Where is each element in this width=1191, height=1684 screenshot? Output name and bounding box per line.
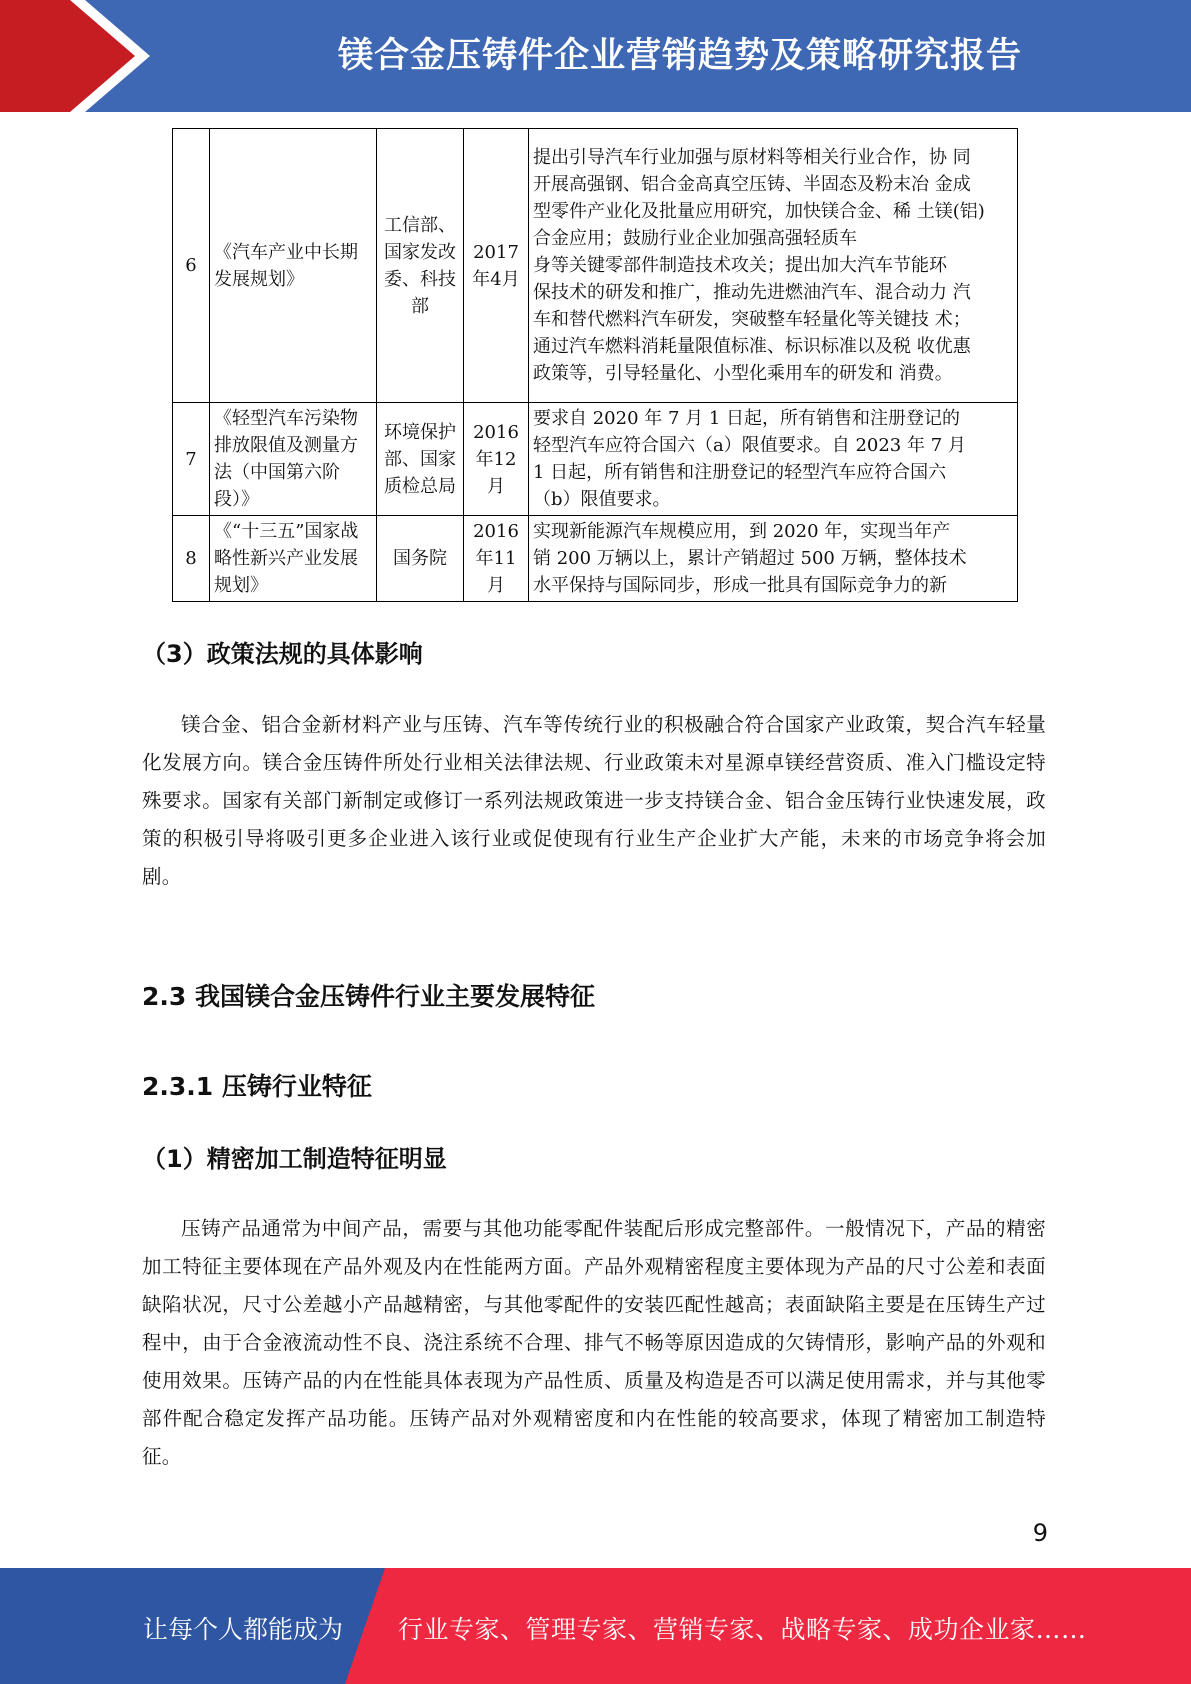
description-line: 1 日起，所有销售和注册登记的轻型汽车应符合国六 xyxy=(533,462,947,483)
description-line: 水平保持与国际同步，形成一批具有国际竞争力的新 xyxy=(533,575,947,596)
description-line: 实现新能源汽车规模应用，到 2020 年，实现当年产 xyxy=(533,521,951,542)
issue-date: 2016年11月 xyxy=(464,516,529,602)
policy-description xyxy=(529,403,1018,516)
policy-table xyxy=(172,128,1018,602)
footer-slogan-right: 行业专家、管理专家、营销专家、战略专家、成功企业家…… xyxy=(398,1615,1087,1644)
table-row xyxy=(173,129,1018,403)
section-heading-2-3-1: 2.3.1 压铸行业特征 xyxy=(142,1072,372,1101)
description-line: 销 200 万辆以上，累计产销超过 500 万辆，整体技术 xyxy=(533,548,967,569)
description-line: 提出引导汽车行业加强与原材料等相关行业合作，协 同 xyxy=(533,147,971,168)
table-row xyxy=(173,403,1018,516)
description-line: 合金应用；鼓励行业企业加强高强轻质车 xyxy=(533,228,857,249)
footer-slogan-left: 让每个人都能成为 xyxy=(143,1615,344,1644)
row-number: 6 xyxy=(173,129,210,403)
issue-date: 2017年4月 xyxy=(464,129,529,403)
description-line: 轻型汽车应符合国六（a）限值要求。自 2023 年 7 月 xyxy=(533,435,966,456)
description-line: 身等关键零部件制造技术攻关；提出加大汽车节能环 xyxy=(533,255,947,276)
description-line: 政策等，引导轻量化、小型化乘用车的研发和 消费。 xyxy=(533,363,953,384)
policy-description xyxy=(529,129,1018,403)
description-line: 开展高强钢、铝合金高真空压铸、半固态及粉末冶 金成 xyxy=(533,174,971,195)
header-band xyxy=(0,0,1191,112)
row-number: 8 xyxy=(173,516,210,602)
description-line: 型零件产业化及批量应用研究，加快镁合金、稀 土镁(铝) xyxy=(533,201,985,222)
policy-description xyxy=(529,516,1018,602)
footer-band xyxy=(0,1568,1191,1684)
table-row xyxy=(173,516,1018,602)
description-line: （b）限值要求。 xyxy=(533,489,671,510)
precision-paragraph: 压铸产品通常为中间产品，需要与其他功能零配件装配后形成完整部件。一般情况下，产品的精密加工特征主要体现在产品外观及内在性能两方面。产品外观精密程度主要体现为产品的尺寸公差和表面缺陷状况，尺寸公差越小产品越精密，与其他零配件的安装匹配性越高；表面缺陷主要是在压铸生产过程中，由于合金液流动性不良、浇注系统不合理、排气不畅等原因造成的欠铸情形，影响产品的外观和使用效果。压铸产品的内在性能具体表现为产品性质、质量及构造是否可以满足使用需求，并与其他零部件配合稳定发挥产品功能。压铸产品对外观精密度和内在性能的较高要求，体现了精密加工制造特征。 xyxy=(142,1217,1046,1468)
issuing-department: 工信部、国家发改委、科技部 xyxy=(377,129,464,403)
row-number: 7 xyxy=(173,403,210,516)
description-line: 通过汽车燃料消耗量限值标准、标识标准以及税 收优惠 xyxy=(533,336,971,357)
policy-name: 《轻型汽车污染物排放限值及测量方法（中国第六阶段）》 xyxy=(210,403,377,516)
subsection-heading-precision: （1）精密加工制造特征明显 xyxy=(142,1145,447,1173)
issuing-department: 国务院 xyxy=(377,516,464,602)
issuing-department: 环境保护部、国家质检总局 xyxy=(377,403,464,516)
page-number: 9 xyxy=(1032,1519,1048,1547)
policy-name: 《“十三五”国家战略性新兴产业发展规划》 xyxy=(210,516,377,602)
issue-date: 2016年12月 xyxy=(464,403,529,516)
section-heading-policy-impact: （3）政策法规的具体影响 xyxy=(142,640,423,668)
policy-name: 《汽车产业中长期发展规划》 xyxy=(210,129,377,403)
section-heading-2-3: 2.3 我国镁合金压铸件行业主要发展特征 xyxy=(142,982,595,1011)
description-line: 车和替代燃料汽车研发，突破整车轻量化等关键技 术； xyxy=(533,309,971,330)
report-title: 镁合金压铸件企业营销趋势及策略研究报告 xyxy=(337,36,1022,76)
description-line: 要求自 2020 年 7 月 1 日起，所有销售和注册登记的 xyxy=(533,408,961,429)
policy-impact-paragraph: 镁合金、铝合金新材料产业与压铸、汽车等传统行业的积极融合符合国家产业政策，契合汽车轻量化发展方向。镁合金压铸件所处行业相关法律法规、行业政策未对星源卓镁经营资质、准入门槛设定特殊要求。国家有关部门新制定或修订一系列法规政策进一步支持镁合金、铝合金压铸行业快速发展，政策的积极引导将吸引更多企业进入该行业或促使现有行业生产企业扩大产能，未来的市场竞争将会加剧。 xyxy=(142,713,1046,888)
description-line: 保技术的研发和推广，推动先进燃油汽车、混合动力 汽 xyxy=(533,282,971,303)
